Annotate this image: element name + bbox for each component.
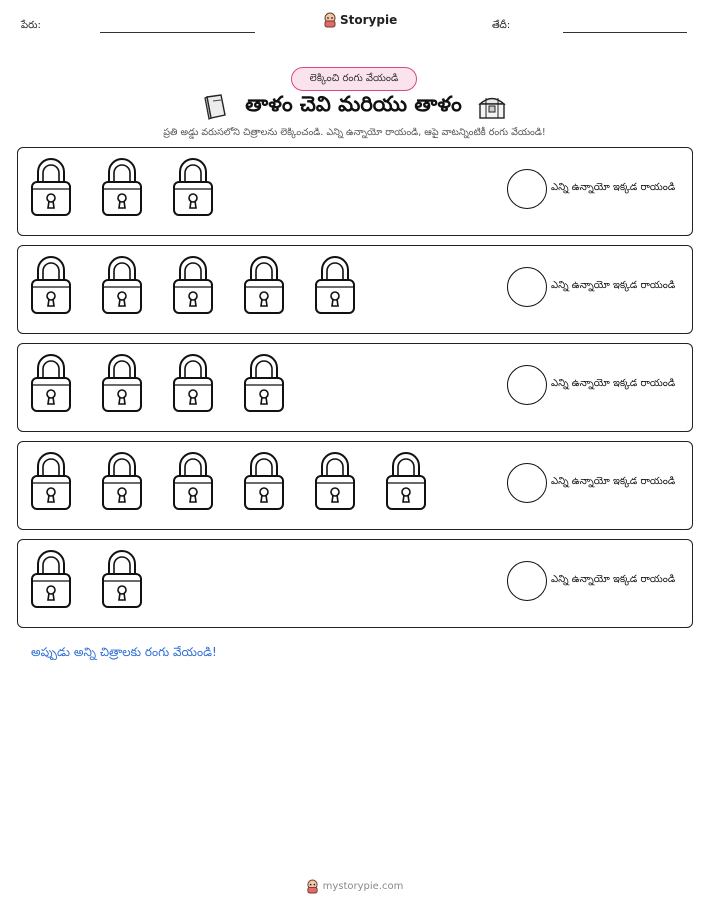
- padlock-icon[interactable]: [101, 352, 143, 418]
- lock-group: [30, 352, 285, 418]
- answer-circle[interactable]: [507, 169, 547, 209]
- padlock-icon[interactable]: [314, 254, 356, 320]
- answer-circle[interactable]: [507, 267, 547, 307]
- padlock-icon[interactable]: [243, 450, 285, 516]
- lock-group: [30, 156, 214, 222]
- padlock-icon[interactable]: [172, 450, 214, 516]
- padlock-icon[interactable]: [30, 548, 72, 614]
- counting-row: [17, 343, 693, 432]
- date-label: తేదీ:: [492, 20, 511, 31]
- storypie-logo: [323, 12, 397, 28]
- brand-name: Storypie: [340, 13, 398, 27]
- padlock-icon[interactable]: [172, 352, 214, 418]
- answer-label: ఎన్ని ఉన్నాయో ఇక్కడ రాయండి: [551, 476, 676, 487]
- name-write-line[interactable]: [100, 32, 255, 33]
- padlock-icon[interactable]: [30, 352, 72, 418]
- answer-label: ఎన్ని ఉన్నాయో ఇక్కడ రాయండి: [551, 182, 676, 193]
- counting-rows: [17, 147, 693, 637]
- padlock-icon[interactable]: [314, 450, 356, 516]
- answer-circle[interactable]: [507, 561, 547, 601]
- answer-circle[interactable]: [507, 463, 547, 503]
- worksheet-header: [0, 12, 709, 42]
- answer-label: ఎన్ని ఉన్నాయో ఇక్కడ రాయండి: [551, 280, 676, 291]
- padlock-icon[interactable]: [385, 450, 427, 516]
- padlock-icon[interactable]: [101, 450, 143, 516]
- treasure-chest-icon: [476, 93, 508, 121]
- padlock-icon[interactable]: [243, 254, 285, 320]
- footer-logo: [0, 879, 709, 894]
- padlock-icon[interactable]: [30, 156, 72, 222]
- name-label: పేరు:: [21, 20, 41, 31]
- padlock-icon[interactable]: [172, 254, 214, 320]
- lock-group: [30, 548, 143, 614]
- counting-row: [17, 539, 693, 628]
- activity-badge: లెక్కించి రంగు వేయండి: [291, 67, 417, 91]
- padlock-icon[interactable]: [101, 254, 143, 320]
- mascot-icon: [306, 879, 319, 894]
- footer-url: mystorypie.com: [322, 881, 404, 892]
- counting-row: [17, 441, 693, 530]
- mascot-icon: [323, 12, 337, 28]
- answer-label: ఎన్ని ఉన్నాయో ఇక్కడ రాయండి: [551, 378, 676, 389]
- color-all-note: అప్పుడు అన్ని చిత్రాలకు రంగు వేయండి!: [31, 645, 217, 659]
- padlock-icon[interactable]: [30, 254, 72, 320]
- padlock-icon[interactable]: [101, 156, 143, 222]
- padlock-icon[interactable]: [30, 450, 72, 516]
- padlock-icon[interactable]: [243, 352, 285, 418]
- date-write-line[interactable]: [563, 32, 687, 33]
- padlock-icon[interactable]: [101, 548, 143, 614]
- title-row: [0, 92, 709, 122]
- lock-group: [30, 254, 356, 320]
- counting-row: [17, 245, 693, 334]
- counting-row: [17, 147, 693, 236]
- lock-group: [30, 450, 427, 516]
- answer-label: ఎన్ని ఉన్నాయో ఇక్కడ రాయండి: [551, 574, 676, 585]
- padlock-icon[interactable]: [172, 156, 214, 222]
- instructions-text: ప్రతి అడ్డు వరుసలోని చిత్రాలను లెక్కించండి. ఎన్ని ఉన్నాయో రాయండి, ఆపై వాటన్నింటికీ రంగు వేయండి!: [163, 127, 546, 138]
- worksheet-title: తాళం చెవి మరియు తాళం: [245, 92, 462, 116]
- answer-circle[interactable]: [507, 365, 547, 405]
- book-icon: [201, 93, 231, 121]
